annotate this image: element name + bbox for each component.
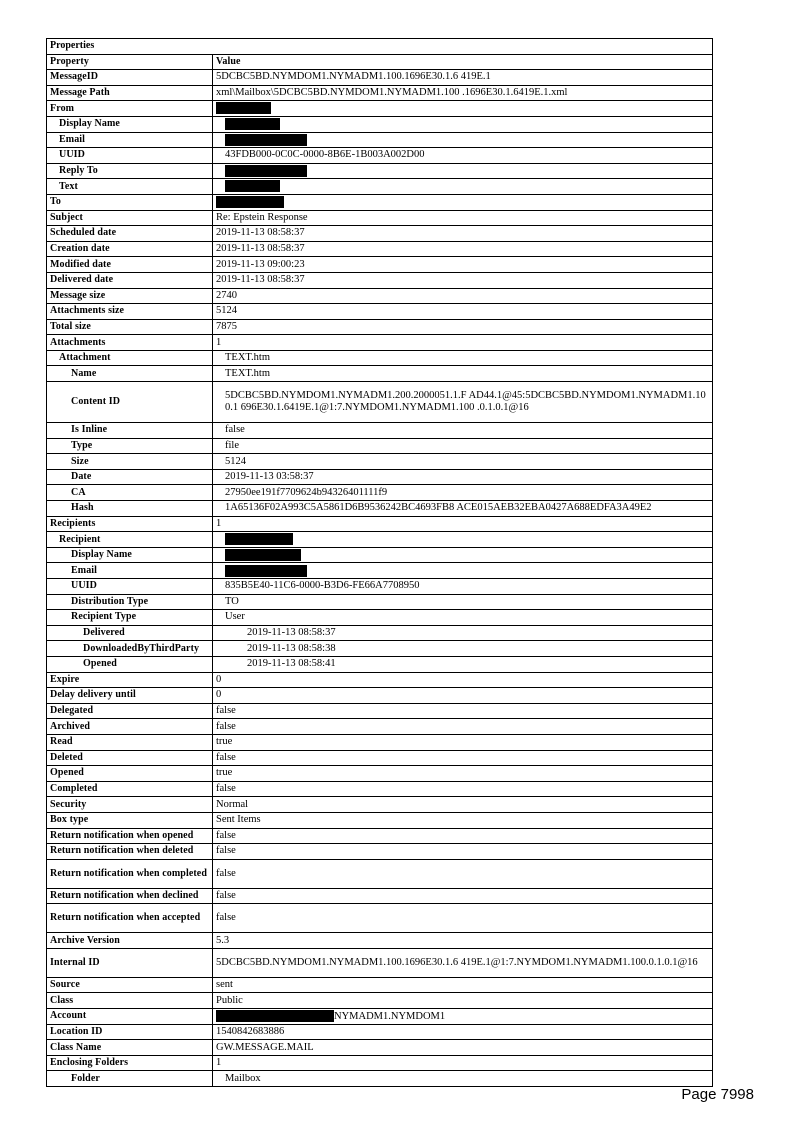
table-row [47,257,713,273]
property-name: Name [47,366,213,382]
value-text: 1 [216,517,222,529]
property-name: Recipients [47,516,213,532]
property-value [213,241,713,257]
value-text: Sent Items [216,814,261,826]
property-name: Recipient Type [47,610,213,626]
property-name: Return notification when completed [47,859,213,888]
table-row [47,1024,713,1040]
property-name: Read [47,734,213,750]
property-value [213,148,713,164]
table-row [47,563,713,579]
property-value [213,904,713,933]
table-row [47,610,713,626]
value-text: 835B5E40-11C6-0000-B3D6-FE66A7708950 [225,580,420,592]
property-value [213,226,713,242]
table-row [47,734,713,750]
property-value [213,335,713,351]
value-text: 1A65136F02A993C5A5861D6B9536242BC4693FB8 ACE015AEB32EBA0427A688EDFA3A49E2 [225,502,652,514]
property-name: Message Path [47,85,213,101]
property-value [213,70,713,86]
value-text: false [216,912,236,924]
property-name: Completed [47,781,213,797]
page-number: Page 7998 [681,1086,754,1103]
value-text: 1540842683886 [216,1025,285,1037]
property-value [213,703,713,719]
property-value [213,116,713,132]
value-text: 5124 [216,305,237,317]
value-text: Normal [216,798,249,810]
property-name: Opened [47,656,213,672]
value-text: false [216,720,236,732]
table-row [47,210,713,226]
property-name: Internal ID [47,948,213,977]
property-value [213,734,713,750]
value-text: Mailbox [225,1072,261,1084]
value-text: TEXT.htm [225,367,271,379]
value-text: GW.MESSAGE.MAIL [216,1041,314,1053]
property-value [213,977,713,993]
property-name: Return notification when declined [47,888,213,904]
property-name: Distribution Type [47,594,213,610]
table-row [47,766,713,782]
table-row [47,1040,713,1056]
property-name: Attachments size [47,304,213,320]
table-row [47,101,713,117]
table-row [47,703,713,719]
header-property: Property [47,54,213,70]
property-value [213,163,713,179]
property-name: Class [47,993,213,1009]
value-text: false [216,783,236,795]
property-value [213,132,713,148]
property-name: Delivered [47,625,213,641]
header-value: Value [213,54,713,70]
value-text: 2019-11-13 03:58:37 [225,471,314,483]
property-name: DownloadedByThirdParty [47,641,213,657]
property-value [213,350,713,366]
property-name: Message size [47,288,213,304]
property-name: Total size [47,319,213,335]
property-value [213,179,713,195]
value-text: 1 [216,336,222,348]
value-text: 0 [216,673,222,685]
property-name: Archive Version [47,933,213,949]
property-name: Location ID [47,1024,213,1040]
value-text: false [225,424,245,436]
table-row [47,641,713,657]
value-text: TEXT.htm [225,352,271,364]
redaction-bar [225,549,301,561]
redaction-bar [225,533,293,545]
table-row [47,70,713,86]
property-name: Return notification when deleted [47,844,213,860]
property-name: Expire [47,672,213,688]
property-value [213,194,713,210]
table-row [47,1009,713,1025]
property-value [213,366,713,382]
property-name: Email [47,132,213,148]
table-row [47,85,713,101]
value-text: file [225,439,239,451]
table-row [47,438,713,454]
table-row [47,859,713,888]
table-row [47,350,713,366]
redaction-bar [225,134,307,146]
property-value [213,579,713,595]
table-row [47,672,713,688]
property-name: UUID [47,579,213,595]
property-name: Delegated [47,703,213,719]
redaction-bar [225,165,307,177]
property-name: Box type [47,812,213,828]
property-name: Return notification when opened [47,828,213,844]
redaction-bar [225,118,280,130]
table-row [47,977,713,993]
property-value [213,1055,713,1071]
property-value [213,859,713,888]
table-row [47,579,713,595]
value-text: 2019-11-13 08:58:38 [247,642,336,654]
redaction-bar [225,565,307,577]
value-text: 0 [216,689,222,701]
property-name: Is Inline [47,423,213,439]
property-value [213,948,713,977]
table-row [47,750,713,766]
table-row [47,335,713,351]
property-value [213,610,713,626]
property-value [213,423,713,439]
property-value [213,750,713,766]
property-value [213,1071,713,1087]
value-text: false [216,829,236,841]
property-name: Source [47,977,213,993]
table-row [47,366,713,382]
property-value [213,844,713,860]
table-row [47,812,713,828]
value-text: false [216,845,236,857]
property-value [213,454,713,470]
property-value [213,319,713,335]
property-value [213,101,713,117]
property-value [213,257,713,273]
value-text: 5.3 [216,934,230,946]
value-text: false [216,889,236,901]
value-text: 2019-11-13 08:58:37 [216,243,305,255]
redaction-bar [216,102,271,114]
property-value [213,469,713,485]
property-value [213,625,713,641]
property-value [213,933,713,949]
property-value [213,563,713,579]
property-name: Account [47,1009,213,1025]
property-name: Class Name [47,1040,213,1056]
property-name: UUID [47,148,213,164]
value-text: 2019-11-13 08:58:37 [247,627,336,639]
value-text: 2740 [216,289,237,301]
property-value [213,485,713,501]
redaction-bar [225,180,280,192]
property-value [213,1009,713,1025]
property-value [213,993,713,1009]
table-row [47,719,713,735]
property-value [213,828,713,844]
property-name: Content ID [47,382,213,423]
value-text: 2019-11-13 09:00:23 [216,258,305,270]
property-value [213,781,713,797]
table-row [47,148,713,164]
property-name: Creation date [47,241,213,257]
property-value [213,766,713,782]
table-row [47,304,713,320]
value-text: 1 [216,1057,222,1069]
property-name: Reply To [47,163,213,179]
property-value [213,719,713,735]
value-text: Re: Epstein Response [216,211,308,223]
value-text: 2019-11-13 08:58:37 [216,227,305,239]
table-row [47,1055,713,1071]
property-name: To [47,194,213,210]
table-row [47,116,713,132]
property-name: Email [47,563,213,579]
value-text: xml\Mailbox\5DCBC5BD.NYMDOM1.NYMADM1.100 .1696E30.1.6419E.1.xml [216,87,568,99]
property-value [213,641,713,657]
header-row [47,54,713,70]
table-row [47,844,713,860]
table-row [47,516,713,532]
value-text: 5124 [225,455,246,467]
value-text: 27950ee191f7709624b94326401111f9 [225,486,388,498]
properties-table [46,38,713,1087]
table-row [47,241,713,257]
redaction-bar [216,1010,334,1022]
value-text: 5DCBC5BD.NYMDOM1.NYMADM1.200.2000051.1.F AD44.1@45:5DCBC5BD.NYMDOM1.NYMADM1.100.1 696E30.1.6419E.1@1:7.NYMDOM1.NYMADM1.100 .0.1.0.1@16 [225,390,706,414]
table-row [47,272,713,288]
property-name: Attachment [47,350,213,366]
property-name: Deleted [47,750,213,766]
table-row [47,594,713,610]
table-row [47,933,713,949]
table-row [47,656,713,672]
table-row [47,319,713,335]
value-text: false [216,867,236,879]
value-text: 2019-11-13 08:58:41 [247,658,336,670]
table-row [47,948,713,977]
table-row [47,423,713,439]
property-name: Delay delivery until [47,688,213,704]
table-row [47,501,713,517]
property-name: Recipient [47,532,213,548]
property-value [213,547,713,563]
property-value [213,1024,713,1040]
property-value [213,85,713,101]
table-row [47,469,713,485]
property-name: Size [47,454,213,470]
table-row [47,288,713,304]
property-name: Subject [47,210,213,226]
value-text: true [216,767,233,779]
value-text: NYMADM1.NYMDOM1 [334,1010,446,1022]
table-row [47,625,713,641]
properties-sheet [46,38,712,1087]
value-text: true [216,736,233,748]
property-value [213,382,713,423]
property-name: Enclosing Folders [47,1055,213,1071]
property-value [213,688,713,704]
property-value [213,501,713,517]
table-row [47,547,713,563]
property-name: Security [47,797,213,813]
table-row [47,485,713,501]
value-text: sent [216,979,233,991]
table-row [47,532,713,548]
property-value [213,288,713,304]
table-row [47,888,713,904]
property-name: Display Name [47,547,213,563]
property-value [213,438,713,454]
property-name: Type [47,438,213,454]
property-name: Modified date [47,257,213,273]
value-text: 7875 [216,320,237,332]
property-name: Archived [47,719,213,735]
property-value [213,672,713,688]
property-name: Text [47,179,213,195]
property-name: MessageID [47,70,213,86]
value-text: 5DCBC5BD.NYMDOM1.NYMADM1.100.1696E30.1.6 419E.1@1:7.NYMDOM1.NYMADM1.100.0.1.0.1@16 [216,956,698,968]
property-name: CA [47,485,213,501]
property-name: Date [47,469,213,485]
property-value [213,532,713,548]
property-value [213,1040,713,1056]
property-value [213,797,713,813]
value-text: false [216,751,236,763]
property-value [213,594,713,610]
table-title-row [47,39,713,55]
property-name: Folder [47,1071,213,1087]
table-row [47,828,713,844]
table-title: Properties [47,39,713,55]
table-row [47,132,713,148]
table-row [47,454,713,470]
property-name: From [47,101,213,117]
value-text: false [216,705,236,717]
redaction-bar [216,196,284,208]
property-name: Hash [47,501,213,517]
property-value [213,272,713,288]
table-row [47,226,713,242]
property-value [213,812,713,828]
property-value [213,210,713,226]
value-text: TO [225,595,239,607]
table-row [47,1071,713,1087]
table-row [47,688,713,704]
property-value [213,304,713,320]
table-row [47,194,713,210]
table-row [47,179,713,195]
table-row [47,797,713,813]
property-value [213,516,713,532]
property-name: Display Name [47,116,213,132]
property-name: Return notification when accepted [47,904,213,933]
table-row [47,993,713,1009]
value-text: Public [216,994,243,1006]
property-name: Scheduled date [47,226,213,242]
property-name: Attachments [47,335,213,351]
value-text: 5DCBC5BD.NYMDOM1.NYMADM1.100.1696E30.1.6 419E.1 [216,71,491,83]
table-row [47,382,713,423]
value-text: 2019-11-13 08:58:37 [216,274,305,286]
property-value [213,888,713,904]
property-name: Opened [47,766,213,782]
property-name: Delivered date [47,272,213,288]
table-row [47,904,713,933]
property-value [213,656,713,672]
value-text: 43FDB000-0C0C-0000-8B6E-1B003A002D00 [225,149,425,161]
table-row [47,163,713,179]
table-row [47,781,713,797]
value-text: User [225,611,245,623]
